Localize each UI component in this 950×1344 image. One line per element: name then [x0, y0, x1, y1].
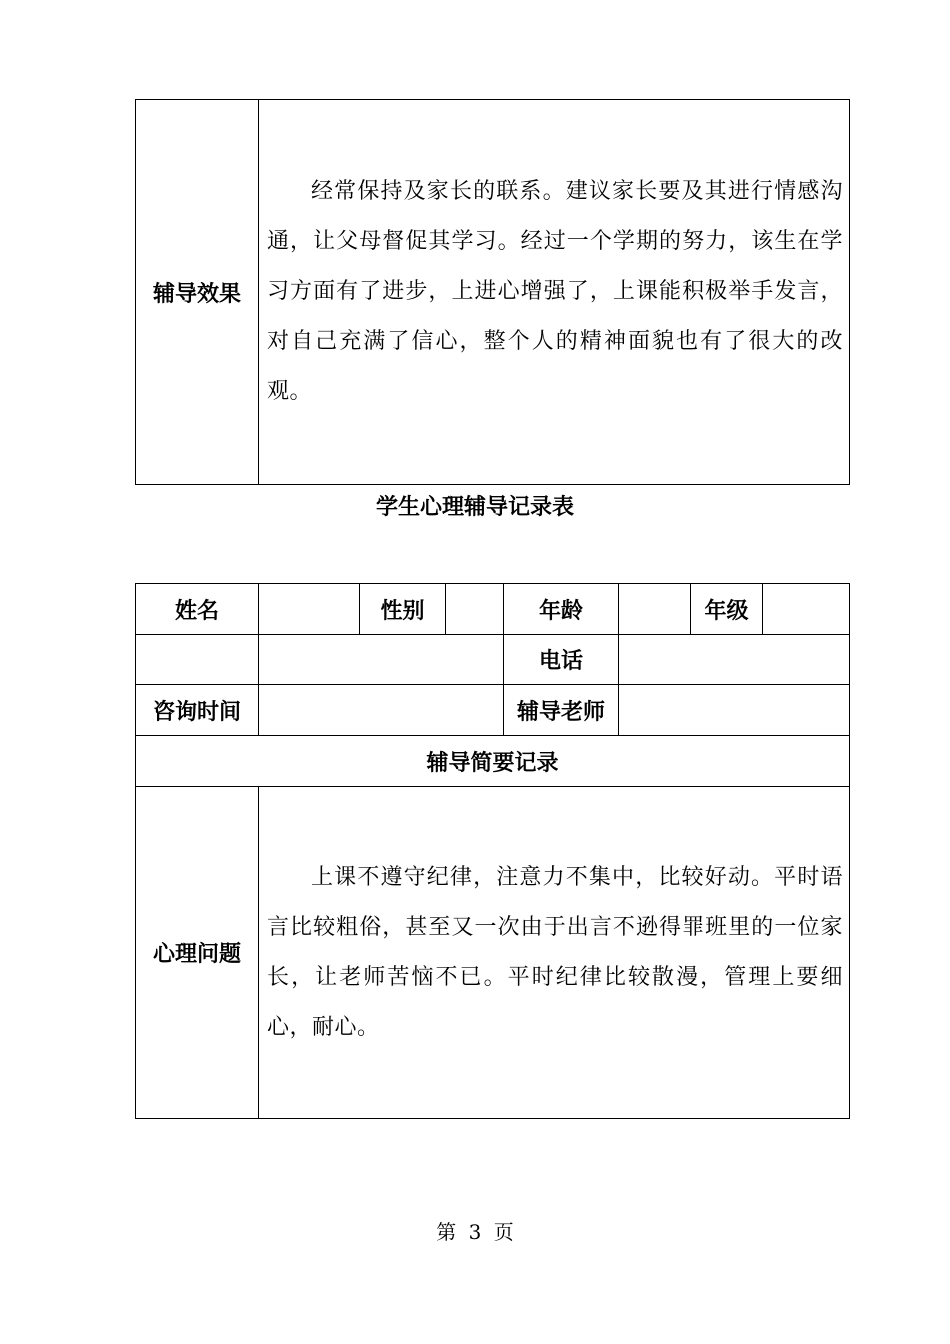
row-problem [136, 787, 850, 1119]
counselor-value-cell [619, 685, 850, 736]
form-title: 学生心理辅导记录表 [375, 495, 574, 520]
summary-header: 辅导简要记录 [136, 736, 850, 787]
counselor-label: 辅导老师 [504, 685, 619, 736]
consult-time-label: 咨询时间 [136, 685, 259, 736]
row-basic-info [136, 584, 850, 635]
gender-value-cell [446, 584, 504, 635]
counseling-record-table [135, 583, 850, 1119]
gender-label: 性别 [360, 584, 446, 635]
name-value-cell [259, 584, 360, 635]
effect-cell [259, 100, 850, 485]
row-summary-header [136, 736, 850, 787]
blank-value-cell [259, 635, 504, 685]
problem-label: 心理问题 [136, 787, 259, 1119]
phone-value-cell [619, 635, 850, 685]
effect-label: 辅导效果 [136, 100, 259, 485]
row-phone [136, 635, 850, 685]
grade-value-cell [763, 584, 850, 635]
blank-label-cell [136, 635, 259, 685]
phone-label: 电话 [504, 635, 619, 685]
effect-row [136, 100, 850, 485]
consult-time-value-cell [259, 685, 504, 736]
grade-label: 年级 [691, 584, 763, 635]
age-label: 年龄 [504, 584, 619, 635]
counseling-effect-table [135, 99, 850, 485]
age-value-cell [619, 584, 691, 635]
row-consult [136, 685, 850, 736]
name-label: 姓名 [136, 584, 259, 635]
problem-text: 上课不遵守纪律，注意力不集中，比较好动。平时语言比较粗俗，甚至又一次由于出言不逊得罪班里的一位家长，让老师苦恼不已。平时纪律比较散漫，管理上要细心，耐心。 [267, 864, 843, 1040]
page-number: 第 3 页 [436, 1220, 514, 1244]
effect-text: 经常保持及家长的联系。建议家长要及其进行情感沟通，让父母督促其学习。经过一个学期的努力，该生在学习方面有了进步，上进心增强了，上课能积极举手发言，对自己充满了信心，整个人的精神面貌也有了很大的改观。 [267, 179, 843, 404]
problem-cell [259, 787, 850, 1119]
